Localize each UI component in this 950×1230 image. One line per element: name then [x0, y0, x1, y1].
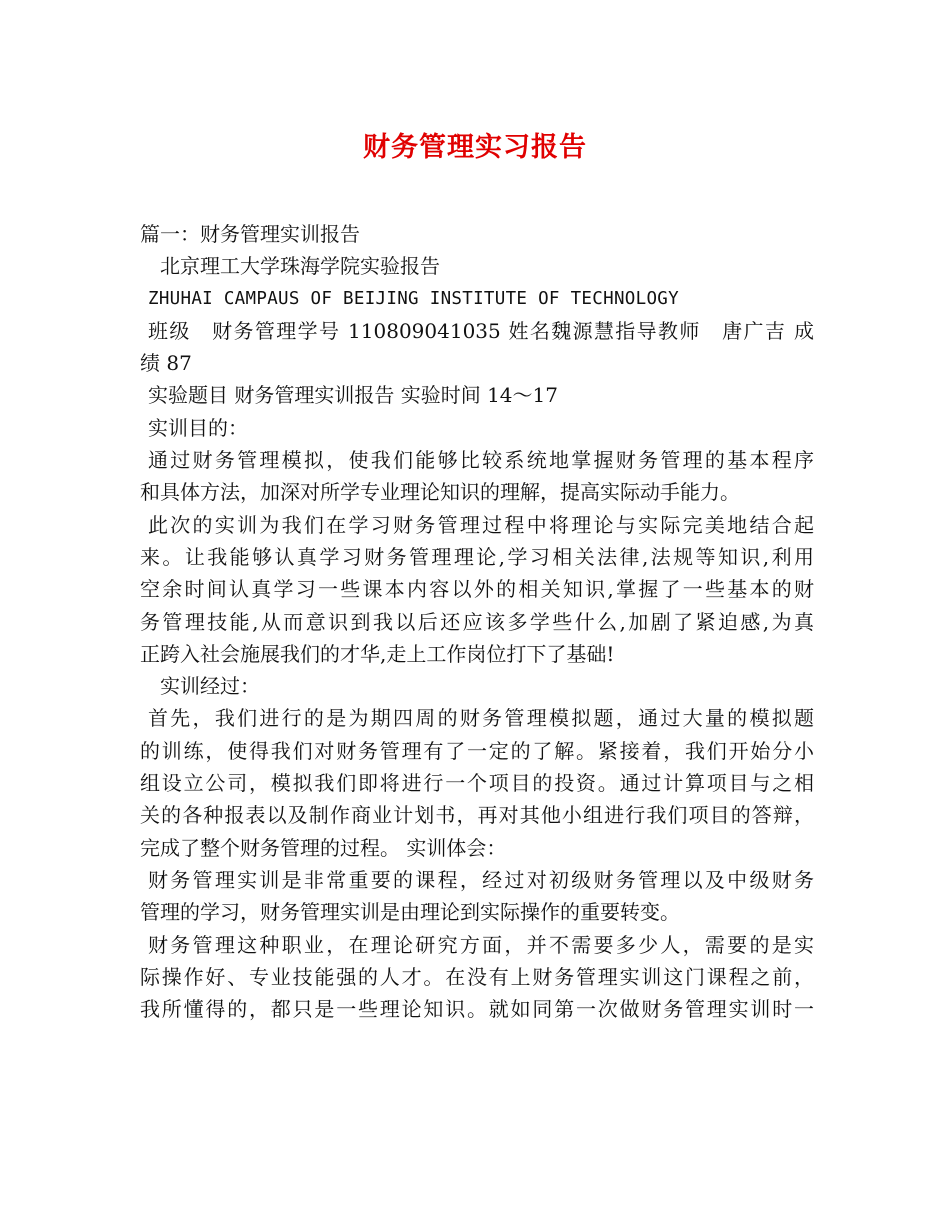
paragraph-line: 财务管理这种职业，在理论研究方面，并不需要多少人，需要的是实: [148, 932, 814, 957]
paragraph-line: 关的各种报表以及制作商业计划书，再对其他小组进行我们项目的答辩，: [140, 803, 814, 828]
subsection-heading: 实训经过：: [160, 674, 260, 699]
paragraph-line: 首先，我们进行的是为期四周的财务管理模拟题，通过大量的模拟题: [148, 706, 814, 731]
report-header-english: ZHUHAI CAMPAUS OF BEIJING INSTITUTE OF TECHNOLOGY: [148, 288, 679, 309]
info-line: 班级 财务管理学号 110809041035 姓名魏源慧指导教师 唐广吉 成: [148, 318, 814, 343]
paragraph-line: 我所懂得的，都只是一些理论知识。就如同第一次做财务管理实训时一: [140, 997, 814, 1022]
paragraph-line: 组设立公司，模拟我们即将进行一个项目的投资。通过计算项目与之相: [140, 771, 814, 796]
report-header: 北京理工大学珠海学院实验报告: [160, 254, 440, 279]
paragraph-line: 此次的实训为我们在学习财务管理过程中将理论与实际完美地结合起: [148, 512, 814, 537]
paragraph-line: 财务管理实训是非常重要的课程，经过对初级财务管理以及中级财务: [148, 867, 814, 892]
section-heading: 篇一：财务管理实训报告: [140, 222, 360, 246]
paragraph-line: 管理的学习，财务管理实训是由理论到实际操作的重要转变。: [140, 900, 680, 925]
paragraph-line: 来。让我能够认真学习财务管理理论,学习相关法律,法规等知识,利用: [140, 544, 814, 569]
paragraph-line: 通过财务管理模拟，使我们能够比较系统地掌握财务管理的基本程序: [148, 448, 814, 473]
document-body: [140, 218, 814, 1025]
paragraph-line: 和具体方法，加深对所学专业理论知识的理解，提高实际动手能力。: [140, 480, 740, 505]
paragraph-line: 正跨入社会施展我们的才华,走上工作岗位打下了基础!: [140, 641, 615, 666]
paragraph-line: 的训练，使得我们对财务管理有了一定的了解。紧接着，我们开始分小: [140, 738, 814, 763]
paragraph-line: 务管理技能,从而意识到我以后还应该多学些什么,加剧了紧迫感,为真: [140, 609, 814, 634]
paragraph-line: 完成了整个财务管理的过程。 实训体会：: [140, 835, 507, 860]
document-title: 财务管理实习报告: [363, 132, 587, 163]
paragraph-line: 空余时间认真学习一些课本内容以外的相关知识,掌握了一些基本的财: [140, 577, 814, 602]
info-line: 实验题目 财务管理实训报告 实验时间 14～17: [148, 383, 558, 408]
paragraph-line: 际操作好、专业技能强的人才。在没有上财务管理实训这门课程之前，: [140, 964, 814, 989]
info-line: 绩 87: [140, 351, 192, 376]
subsection-heading: 实训目的：: [148, 415, 248, 440]
